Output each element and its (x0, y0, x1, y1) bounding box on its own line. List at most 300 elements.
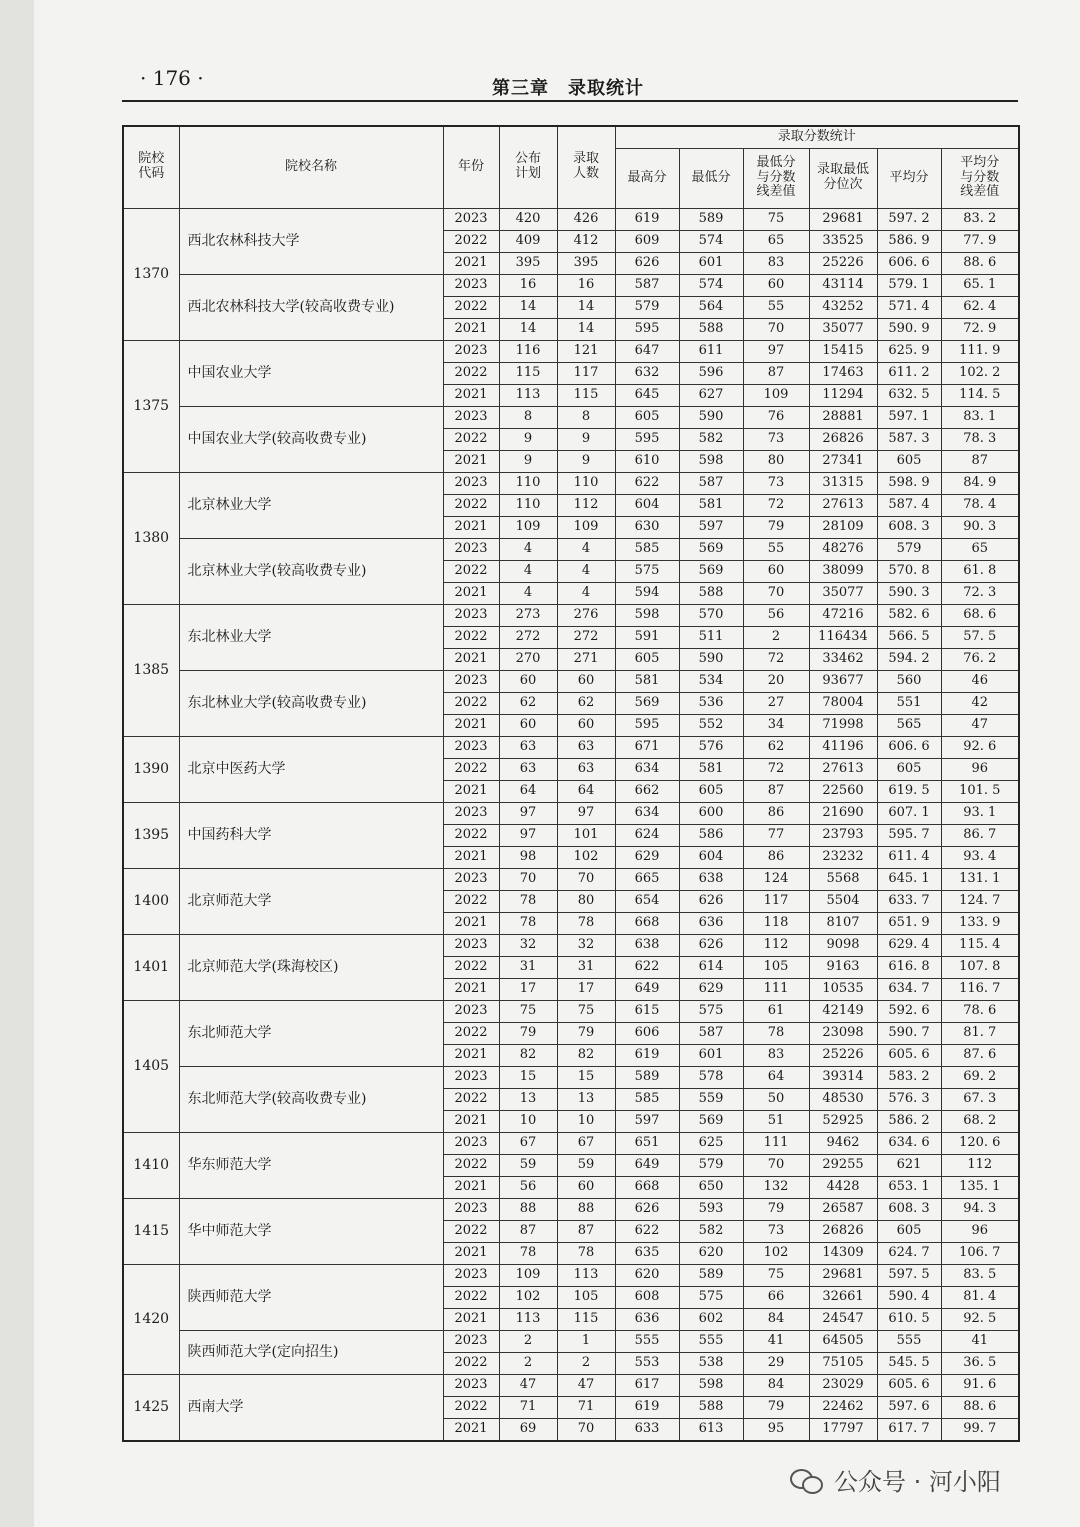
cell-plan: 88 (499, 1198, 557, 1220)
cell-min: 574 (679, 274, 743, 296)
cell-min-rank: 28881 (809, 406, 877, 428)
cell-max: 629 (615, 846, 679, 868)
cell-min-diff: 79 (743, 1396, 809, 1418)
cell-min-diff: 62 (743, 736, 809, 758)
cell-max: 633 (615, 1418, 679, 1441)
cell-admit: 1 (557, 1330, 615, 1352)
school-code: 1420 (123, 1264, 179, 1374)
cell-year: 2021 (443, 318, 499, 340)
school-name: 北京中医药大学 (179, 736, 443, 802)
school-code: 1400 (123, 868, 179, 934)
cell-plan: 409 (499, 230, 557, 252)
table-row (123, 208, 1019, 230)
cell-avg: 571. 4 (877, 296, 941, 318)
cell-plan: 15 (499, 1066, 557, 1088)
cell-avg-diff: 84. 9 (941, 472, 1019, 494)
cell-plan: 17 (499, 978, 557, 1000)
cell-min-diff: 60 (743, 274, 809, 296)
cell-min-rank: 39314 (809, 1066, 877, 1088)
cell-max: 634 (615, 758, 679, 780)
cell-avg: 645. 1 (877, 868, 941, 890)
scan-edge (0, 0, 34, 1527)
table-row (123, 802, 1019, 824)
cell-avg-diff: 91. 6 (941, 1374, 1019, 1396)
cell-plan: 110 (499, 472, 557, 494)
cell-admit: 115 (557, 1308, 615, 1330)
cell-avg: 597. 6 (877, 1396, 941, 1418)
cell-admit: 10 (557, 1110, 615, 1132)
cell-min-diff: 70 (743, 582, 809, 604)
cell-max: 591 (615, 626, 679, 648)
cell-min-rank: 64505 (809, 1330, 877, 1352)
cell-plan: 4 (499, 582, 557, 604)
cell-min: 555 (679, 1330, 743, 1352)
cell-avg: 582. 6 (877, 604, 941, 626)
cell-min-rank: 23793 (809, 824, 877, 846)
cell-year: 2023 (443, 736, 499, 758)
cell-plan: 420 (499, 208, 557, 230)
cell-admit: 110 (557, 472, 615, 494)
cell-year: 2021 (443, 582, 499, 604)
cell-admit: 80 (557, 890, 615, 912)
cell-plan: 2 (499, 1330, 557, 1352)
cell-avg-diff: 101. 5 (941, 780, 1019, 802)
cell-plan: 62 (499, 692, 557, 714)
cell-min: 598 (679, 450, 743, 472)
cell-min-rank: 9098 (809, 934, 877, 956)
cell-year: 2022 (443, 362, 499, 384)
cell-min-diff: 83 (743, 1044, 809, 1066)
page-number: · 176 · (140, 66, 204, 90)
cell-max: 579 (615, 296, 679, 318)
cell-year: 2021 (443, 1418, 499, 1441)
cell-avg-diff: 83. 2 (941, 208, 1019, 230)
cell-max: 595 (615, 428, 679, 450)
cell-min: 590 (679, 406, 743, 428)
cell-avg: 592. 6 (877, 1000, 941, 1022)
cell-max: 665 (615, 868, 679, 890)
cell-max: 654 (615, 890, 679, 912)
cell-admit: 117 (557, 362, 615, 384)
school-name: 中国农业大学(较高收费专业) (179, 406, 443, 472)
cell-min-rank: 116434 (809, 626, 877, 648)
cell-admit: 67 (557, 1132, 615, 1154)
cell-min-diff: 66 (743, 1286, 809, 1308)
cell-year: 2023 (443, 406, 499, 428)
header-admit: 录取 人数 (557, 126, 615, 208)
cell-plan: 32 (499, 934, 557, 956)
cell-min-diff: 75 (743, 1264, 809, 1286)
cell-min: 614 (679, 956, 743, 978)
cell-avg: 590. 4 (877, 1286, 941, 1308)
table-row (123, 472, 1019, 494)
cell-min-rank: 26587 (809, 1198, 877, 1220)
cell-plan: 109 (499, 516, 557, 538)
cell-min-rank: 17463 (809, 362, 877, 384)
cell-min: 579 (679, 1154, 743, 1176)
cell-admit: 32 (557, 934, 615, 956)
cell-min-rank: 33462 (809, 648, 877, 670)
admission-table (122, 125, 1020, 1442)
cell-min-diff: 56 (743, 604, 809, 626)
cell-min: 636 (679, 912, 743, 934)
cell-min: 638 (679, 868, 743, 890)
cell-min-rank: 35077 (809, 318, 877, 340)
cell-min-diff: 72 (743, 648, 809, 670)
cell-avg: 624. 7 (877, 1242, 941, 1264)
cell-avg-diff: 81. 4 (941, 1286, 1019, 1308)
cell-max: 630 (615, 516, 679, 538)
table-row (123, 934, 1019, 956)
cell-min-diff: 84 (743, 1308, 809, 1330)
cell-avg-diff: 77. 9 (941, 230, 1019, 252)
cell-avg-diff: 78. 6 (941, 1000, 1019, 1022)
cell-admit: 112 (557, 494, 615, 516)
cell-plan: 270 (499, 648, 557, 670)
cell-min-rank: 4428 (809, 1176, 877, 1198)
cell-avg-diff: 67. 3 (941, 1088, 1019, 1110)
cell-min-rank: 14309 (809, 1242, 877, 1264)
cell-plan: 14 (499, 296, 557, 318)
cell-min-rank: 41196 (809, 736, 877, 758)
school-name: 中国药科大学 (179, 802, 443, 868)
cell-admit: 14 (557, 318, 615, 340)
school-code: 1370 (123, 208, 179, 340)
cell-min: 581 (679, 758, 743, 780)
cell-admit: 8 (557, 406, 615, 428)
cell-avg-diff: 57. 5 (941, 626, 1019, 648)
cell-avg: 608. 3 (877, 516, 941, 538)
school-name: 陕西师范大学(定向招生) (179, 1330, 443, 1374)
cell-avg-diff: 135. 1 (941, 1176, 1019, 1198)
cell-max: 622 (615, 472, 679, 494)
cell-year: 2023 (443, 868, 499, 890)
cell-min: 625 (679, 1132, 743, 1154)
cell-year: 2022 (443, 890, 499, 912)
cell-min-diff: 2 (743, 626, 809, 648)
school-code: 1410 (123, 1132, 179, 1198)
cell-max: 620 (615, 1264, 679, 1286)
school-name: 陕西师范大学 (179, 1264, 443, 1330)
cell-max: 595 (615, 318, 679, 340)
cell-min-diff: 84 (743, 1374, 809, 1396)
cell-avg-diff: 83. 1 (941, 406, 1019, 428)
table-row (123, 1000, 1019, 1022)
cell-max: 671 (615, 736, 679, 758)
cell-avg-diff: 62. 4 (941, 296, 1019, 318)
school-name: 北京林业大学(较高收费专业) (179, 538, 443, 604)
cell-admit: 4 (557, 560, 615, 582)
cell-year: 2023 (443, 1374, 499, 1396)
cell-avg-diff: 72. 3 (941, 582, 1019, 604)
cell-min: 587 (679, 472, 743, 494)
cell-avg: 583. 2 (877, 1066, 941, 1088)
cell-min: 538 (679, 1352, 743, 1374)
cell-min: 582 (679, 1220, 743, 1242)
cell-min: 564 (679, 296, 743, 318)
cell-plan: 87 (499, 1220, 557, 1242)
cell-min-diff: 79 (743, 516, 809, 538)
cell-max: 555 (615, 1330, 679, 1352)
school-name: 西北农林科技大学 (179, 208, 443, 274)
header-plan: 公布 计划 (499, 126, 557, 208)
table-row (123, 1198, 1019, 1220)
cell-avg-diff: 96 (941, 758, 1019, 780)
cell-min-rank: 75105 (809, 1352, 877, 1374)
cell-plan: 78 (499, 890, 557, 912)
cell-year: 2021 (443, 648, 499, 670)
cell-avg: 590. 9 (877, 318, 941, 340)
cell-min-diff: 124 (743, 868, 809, 890)
cell-plan: 9 (499, 428, 557, 450)
cell-year: 2022 (443, 1022, 499, 1044)
cell-avg-diff: 120. 6 (941, 1132, 1019, 1154)
cell-year: 2023 (443, 472, 499, 494)
school-code: 1415 (123, 1198, 179, 1264)
cell-plan: 69 (499, 1418, 557, 1441)
cell-min-rank: 22462 (809, 1396, 877, 1418)
cell-min-diff: 20 (743, 670, 809, 692)
cell-max: 638 (615, 934, 679, 956)
school-code: 1385 (123, 604, 179, 736)
cell-avg-diff: 69. 2 (941, 1066, 1019, 1088)
header-name: 院校名称 (179, 126, 443, 208)
cell-plan: 13 (499, 1088, 557, 1110)
cell-year: 2023 (443, 934, 499, 956)
cell-min-diff: 51 (743, 1110, 809, 1132)
cell-max: 668 (615, 912, 679, 934)
cell-avg-diff: 115. 4 (941, 934, 1019, 956)
cell-min: 596 (679, 362, 743, 384)
cell-min: 534 (679, 670, 743, 692)
table-row (123, 604, 1019, 626)
cell-avg: 576. 3 (877, 1088, 941, 1110)
cell-max: 595 (615, 714, 679, 736)
cell-min: 589 (679, 208, 743, 230)
cell-year: 2021 (443, 780, 499, 802)
cell-min-rank: 25226 (809, 252, 877, 274)
cell-min-rank: 23098 (809, 1022, 877, 1044)
cell-admit: 60 (557, 670, 615, 692)
cell-year: 2022 (443, 758, 499, 780)
cell-year: 2021 (443, 846, 499, 868)
cell-avg: 634. 6 (877, 1132, 941, 1154)
header-avg: 平均分 (877, 148, 941, 208)
cell-min: 574 (679, 230, 743, 252)
footer-text: 公众号 · 河小阳 (834, 1468, 1001, 1496)
cell-min-rank: 21690 (809, 802, 877, 824)
cell-admit: 105 (557, 1286, 615, 1308)
cell-min-diff: 105 (743, 956, 809, 978)
cell-min-rank: 27341 (809, 450, 877, 472)
cell-min-diff: 78 (743, 1022, 809, 1044)
cell-max: 622 (615, 956, 679, 978)
cell-min-diff: 55 (743, 538, 809, 560)
cell-max: 632 (615, 362, 679, 384)
header-avg-diff: 平均分 与分数 线差值 (941, 148, 1019, 208)
cell-plan: 10 (499, 1110, 557, 1132)
table-row (123, 406, 1019, 428)
cell-avg-diff: 87 (941, 450, 1019, 472)
cell-min-rank: 24547 (809, 1308, 877, 1330)
cell-avg-diff: 72. 9 (941, 318, 1019, 340)
cell-min-diff: 77 (743, 824, 809, 846)
cell-admit: 62 (557, 692, 615, 714)
cell-avg: 545. 5 (877, 1352, 941, 1374)
cell-avg: 617. 7 (877, 1418, 941, 1441)
cell-avg-diff: 99. 7 (941, 1418, 1019, 1441)
cell-admit: 70 (557, 1418, 615, 1441)
cell-plan: 63 (499, 736, 557, 758)
cell-min: 575 (679, 1286, 743, 1308)
table-row (123, 1132, 1019, 1154)
cell-min-rank: 9462 (809, 1132, 877, 1154)
cell-year: 2023 (443, 802, 499, 824)
cell-year: 2023 (443, 1198, 499, 1220)
cell-avg-diff: 36. 5 (941, 1352, 1019, 1374)
cell-admit: 13 (557, 1088, 615, 1110)
school-name: 华东师范大学 (179, 1132, 443, 1198)
cell-admit: 113 (557, 1264, 615, 1286)
cell-min: 552 (679, 714, 743, 736)
header-min: 最低分 (679, 148, 743, 208)
cell-min: 570 (679, 604, 743, 626)
cell-min-rank: 23029 (809, 1374, 877, 1396)
cell-admit: 70 (557, 868, 615, 890)
cell-year: 2021 (443, 1044, 499, 1066)
cell-plan: 4 (499, 538, 557, 560)
cell-avg-diff: 78. 3 (941, 428, 1019, 450)
cell-avg-diff: 81. 7 (941, 1022, 1019, 1044)
cell-max: 619 (615, 1396, 679, 1418)
cell-max: 585 (615, 1088, 679, 1110)
cell-max: 598 (615, 604, 679, 626)
cell-admit: 109 (557, 516, 615, 538)
header-min-rank: 录取最低 分位次 (809, 148, 877, 208)
cell-admit: 395 (557, 252, 615, 274)
cell-avg-diff: 102. 2 (941, 362, 1019, 384)
cell-min: 589 (679, 1264, 743, 1286)
cell-avg: 590. 3 (877, 582, 941, 604)
cell-year: 2021 (443, 1308, 499, 1330)
cell-min-diff: 60 (743, 560, 809, 582)
cell-plan: 9 (499, 450, 557, 472)
chapter-title: 第三章 录取统计 (492, 78, 644, 99)
cell-avg: 605 (877, 1220, 941, 1242)
cell-year: 2023 (443, 1132, 499, 1154)
cell-admit: 9 (557, 428, 615, 450)
cell-avg-diff: 107. 8 (941, 956, 1019, 978)
cell-avg: 594. 2 (877, 648, 941, 670)
cell-min: 627 (679, 384, 743, 406)
cell-plan: 78 (499, 912, 557, 934)
cell-year: 2023 (443, 1264, 499, 1286)
cell-avg-diff: 42 (941, 692, 1019, 714)
cell-min-rank: 5504 (809, 890, 877, 912)
cell-min-rank: 23232 (809, 846, 877, 868)
cell-plan: 102 (499, 1286, 557, 1308)
cell-min-rank: 17797 (809, 1418, 877, 1441)
cell-min-diff: 73 (743, 428, 809, 450)
school-name: 西南大学 (179, 1374, 443, 1441)
cell-year: 2023 (443, 274, 499, 296)
cell-year: 2022 (443, 1220, 499, 1242)
cell-max: 636 (615, 1308, 679, 1330)
cell-max: 597 (615, 1110, 679, 1132)
cell-min-diff: 117 (743, 890, 809, 912)
cell-plan: 97 (499, 824, 557, 846)
cell-max: 587 (615, 274, 679, 296)
cell-max: 668 (615, 1176, 679, 1198)
cell-year: 2022 (443, 428, 499, 450)
cell-avg: 586. 9 (877, 230, 941, 252)
cell-min-rank: 29255 (809, 1154, 877, 1176)
cell-min-rank: 43114 (809, 274, 877, 296)
cell-min-rank: 71998 (809, 714, 877, 736)
cell-avg-diff: 133. 9 (941, 912, 1019, 934)
cell-avg: 597. 2 (877, 208, 941, 230)
cell-min-rank: 26826 (809, 1220, 877, 1242)
wechat-icon (790, 1467, 824, 1493)
cell-avg-diff: 86. 7 (941, 824, 1019, 846)
school-code: 1401 (123, 934, 179, 1000)
cell-avg-diff: 116. 7 (941, 978, 1019, 1000)
cell-min: 629 (679, 978, 743, 1000)
cell-year: 2021 (443, 978, 499, 1000)
cell-min: 598 (679, 1374, 743, 1396)
cell-avg-diff: 93. 4 (941, 846, 1019, 868)
footer-watermark (790, 1462, 1001, 1497)
cell-year: 2023 (443, 1066, 499, 1088)
cell-plan: 16 (499, 274, 557, 296)
header-max: 最高分 (615, 148, 679, 208)
cell-plan: 2 (499, 1352, 557, 1374)
table-row (123, 1330, 1019, 1352)
table-body (123, 208, 1019, 1441)
cell-avg: 616. 8 (877, 956, 941, 978)
table-row (123, 1374, 1019, 1396)
cell-min-diff: 27 (743, 692, 809, 714)
cell-avg: 555 (877, 1330, 941, 1352)
cell-max: 622 (615, 1220, 679, 1242)
cell-min-diff: 34 (743, 714, 809, 736)
cell-max: 662 (615, 780, 679, 802)
cell-min-rank: 22560 (809, 780, 877, 802)
cell-plan: 79 (499, 1022, 557, 1044)
cell-min-diff: 111 (743, 1132, 809, 1154)
cell-min-rank: 43252 (809, 296, 877, 318)
cell-min-rank: 31315 (809, 472, 877, 494)
cell-min: 578 (679, 1066, 743, 1088)
cell-year: 2021 (443, 1176, 499, 1198)
school-code: 1390 (123, 736, 179, 802)
cell-min-diff: 72 (743, 494, 809, 516)
cell-admit: 426 (557, 208, 615, 230)
school-code: 1405 (123, 1000, 179, 1132)
school-name: 东北师范大学 (179, 1000, 443, 1066)
cell-avg: 653. 1 (877, 1176, 941, 1198)
cell-min: 590 (679, 648, 743, 670)
cell-min-diff: 70 (743, 1154, 809, 1176)
cell-admit: 59 (557, 1154, 615, 1176)
cell-year: 2021 (443, 912, 499, 934)
cell-min-rank: 29681 (809, 208, 877, 230)
cell-avg: 570. 8 (877, 560, 941, 582)
cell-max: 604 (615, 494, 679, 516)
cell-plan: 71 (499, 1396, 557, 1418)
cell-max: 610 (615, 450, 679, 472)
cell-min: 569 (679, 1110, 743, 1132)
